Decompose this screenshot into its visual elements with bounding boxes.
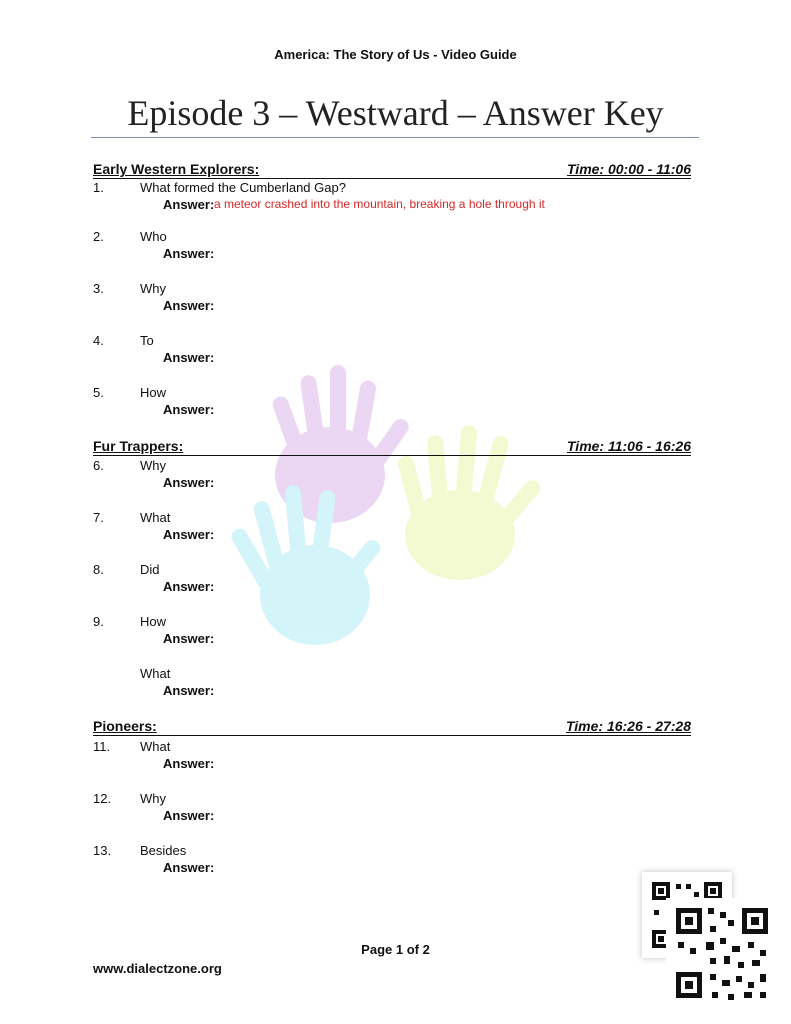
section-pioneers <box>93 717 691 736</box>
answer-label: Answer: <box>163 860 215 875</box>
question-number: 7. <box>93 510 104 525</box>
answer-label: Answer: <box>163 475 215 490</box>
question-text: Why <box>140 791 166 806</box>
question-number: 4. <box>93 333 104 348</box>
question-number: 11. <box>93 739 111 754</box>
question-number: 6. <box>93 458 104 473</box>
question-text: Why <box>140 281 166 296</box>
question-text: How <box>140 614 167 629</box>
section-time: Time: 00:00 - 11:06 <box>567 161 691 177</box>
question-text: Why <box>140 458 166 473</box>
question-text: Who <box>140 229 167 244</box>
section-name: Early Western Explorers: <box>93 161 260 177</box>
answer-label: Answer: <box>163 756 215 771</box>
answer-label: Answer: <box>163 631 215 646</box>
question-number: 3. <box>93 281 104 296</box>
answer-label: Answer: <box>163 527 215 542</box>
question-number: 9. <box>93 614 104 629</box>
answer-label: Answer: <box>163 579 215 594</box>
answer-label: Answer: <box>163 246 215 261</box>
qr-code-icon <box>666 898 778 1008</box>
question-text: What formed the Cumberland Gap? <box>140 180 346 195</box>
answer-label: Answer: <box>163 808 215 823</box>
section-fur-trappers <box>93 437 691 456</box>
site-url: www.dialectzone.org <box>93 961 222 976</box>
question-number: 8. <box>93 562 104 577</box>
section-name: Fur Trappers: <box>93 438 184 454</box>
question-text: What <box>140 739 171 754</box>
answer-label: Answer: <box>163 197 215 212</box>
question-number: 12. <box>93 791 112 806</box>
answer-label: Answer: <box>163 683 215 698</box>
guide-title: America: The Story of Us - Video Guide <box>274 47 517 62</box>
question-number: 2. <box>93 229 104 244</box>
answer-text: a meteor crashed into the mountain, breaking a hole through it <box>214 197 545 211</box>
handprints-watermark <box>190 355 570 665</box>
answer-label: Answer: <box>163 402 215 417</box>
section-name: Pioneers: <box>93 718 157 734</box>
question-text: To <box>140 333 154 348</box>
question-text: Besides <box>140 843 187 858</box>
question-text: How <box>140 385 167 400</box>
page-number: Page 1 of 2 <box>361 942 430 957</box>
answer-label: Answer: <box>163 350 215 365</box>
question-number: 13. <box>93 843 112 858</box>
title-divider <box>91 137 699 138</box>
question-text: What <box>140 666 171 681</box>
question-text: What <box>140 510 171 525</box>
page-title: Episode 3 – Westward – Answer Key <box>127 93 664 133</box>
answer-label: Answer: <box>163 298 215 313</box>
section-time: Time: 16:26 - 27:28 <box>565 718 691 734</box>
section-time: Time: 11:06 - 16:26 <box>567 438 691 454</box>
section-early-western-explorers <box>93 160 691 179</box>
question-number: 1. <box>93 180 104 195</box>
question-number: 5. <box>93 385 104 400</box>
question-text: Did <box>140 562 160 577</box>
